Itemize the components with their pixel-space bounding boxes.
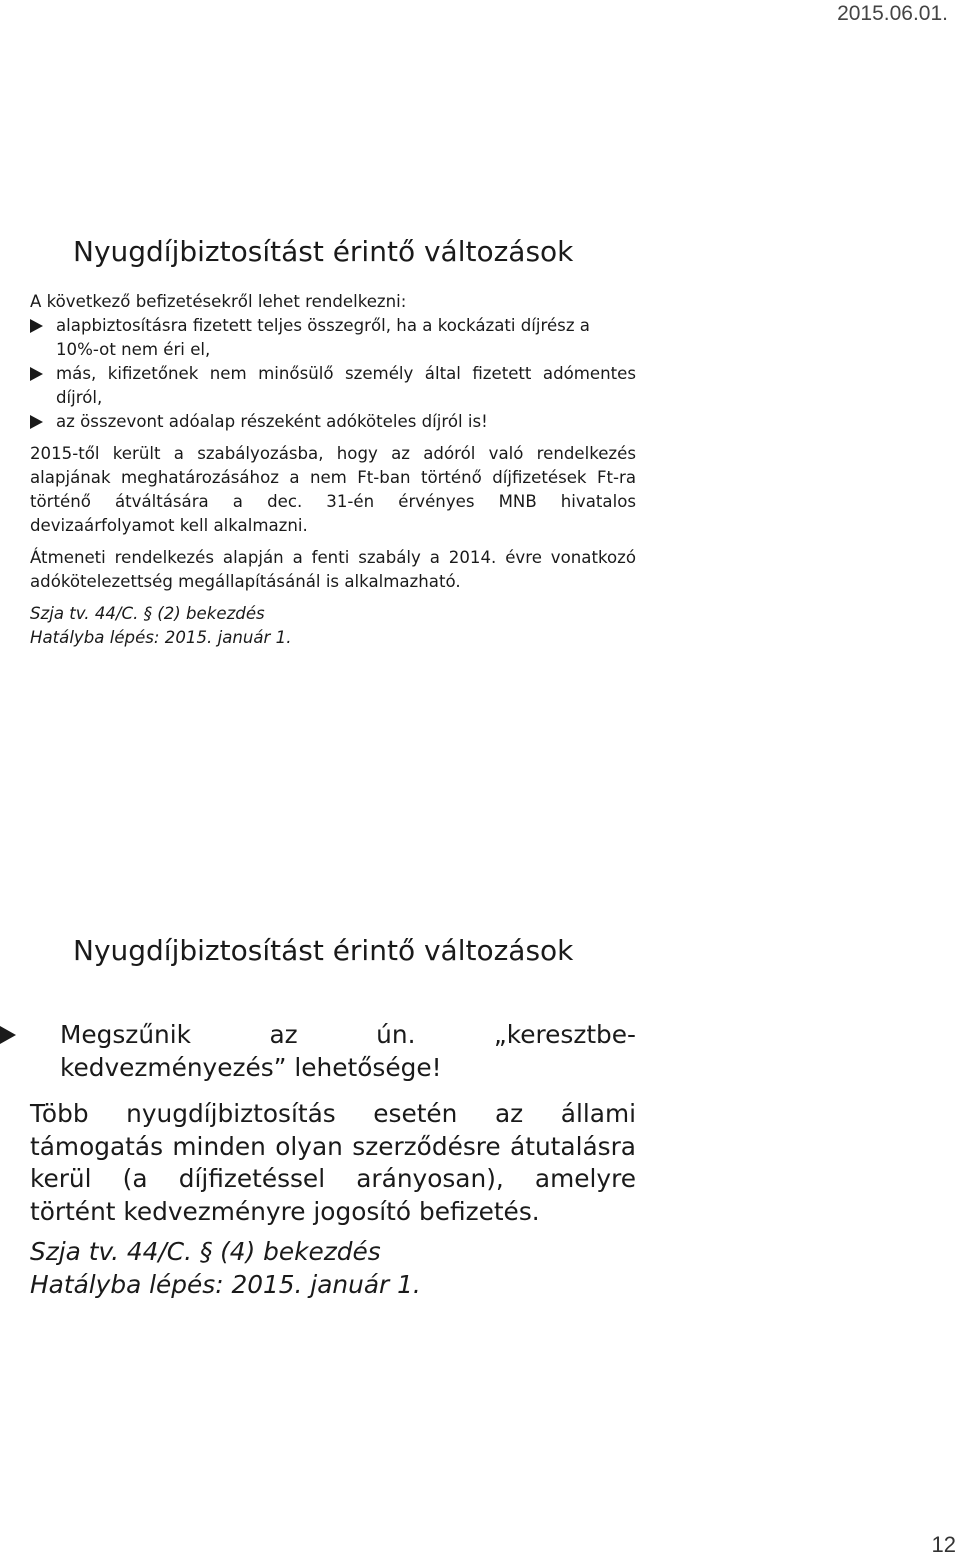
slide-1-title: Nyugdíjbiztosítást érintő változások — [73, 235, 574, 268]
list-item: Megszűnik az ún. „keresztbe-kedvezményezés” lehetősége! — [30, 1019, 636, 1084]
bullet-arrow-icon — [30, 415, 43, 429]
bullet-arrow-icon — [0, 1026, 16, 1044]
slide-1-effective-date: Hatályba lépés: 2015. január 1. — [30, 628, 292, 647]
slide-2-title: Nyugdíjbiztosítást érintő változások — [73, 934, 574, 967]
slide-2-body — [30, 1019, 636, 1301]
list-item: alapbiztosításra fizetett teljes összegről, ha a kockázati díjrész a 10%-ot nem éri el, — [30, 314, 636, 362]
list-item: más, kifizetőnek nem minősülő személy által fizetett adómentes díjról, — [30, 362, 636, 410]
slide-1 — [30, 235, 636, 650]
page-number: 12 — [931, 1532, 956, 1557]
document-date: 2015.06.01. — [837, 2, 948, 25]
slide-2-law-reference: Szja tv. 44/C. § (4) bekezdés — [30, 1237, 381, 1266]
slide-2-paragraph: Több nyugdíjbiztosítás esetén az állami támogatás minden olyan szerződésre átutalásra kerül (a díjfizetéssel arányosan), amelyre történt kedvezményre jogosító befizetés. — [30, 1099, 636, 1226]
slide-2-bullet-list — [30, 1019, 636, 1084]
slide-1-bullet-list — [30, 314, 636, 434]
slide-2 — [30, 934, 636, 1301]
bullet-arrow-icon — [30, 319, 43, 333]
slide-2-effective-date: Hatályba lépés: 2015. január 1. — [30, 1269, 421, 1299]
slide-1-paragraph-1: 2015-től került a szabályozásba, hogy az adóról való rendelkezés alapjának meghatározásához a nem Ft-ban történő díjfizetések Ft-ra történő átváltására a dec. 31-én érvényes MNB hivatalos devizaárfolyamot kell alkalmazni. — [30, 444, 636, 535]
slide-1-intro: A következő befizetésekről lehet rendelkezni: — [30, 292, 407, 311]
bullet-arrow-icon — [30, 367, 43, 381]
slide-1-law-reference: Szja tv. 44/C. § (2) bekezdés — [30, 604, 265, 623]
slide-1-paragraph-2: Átmeneti rendelkezés alapján a fenti szabály a 2014. évre vonatkozó adókötelezettség megállapításánál is alkalmazható. — [30, 548, 636, 591]
list-item: az összevont adóalap részeként adóköteles díjról is! — [30, 410, 636, 434]
slide-1-body — [30, 290, 636, 650]
